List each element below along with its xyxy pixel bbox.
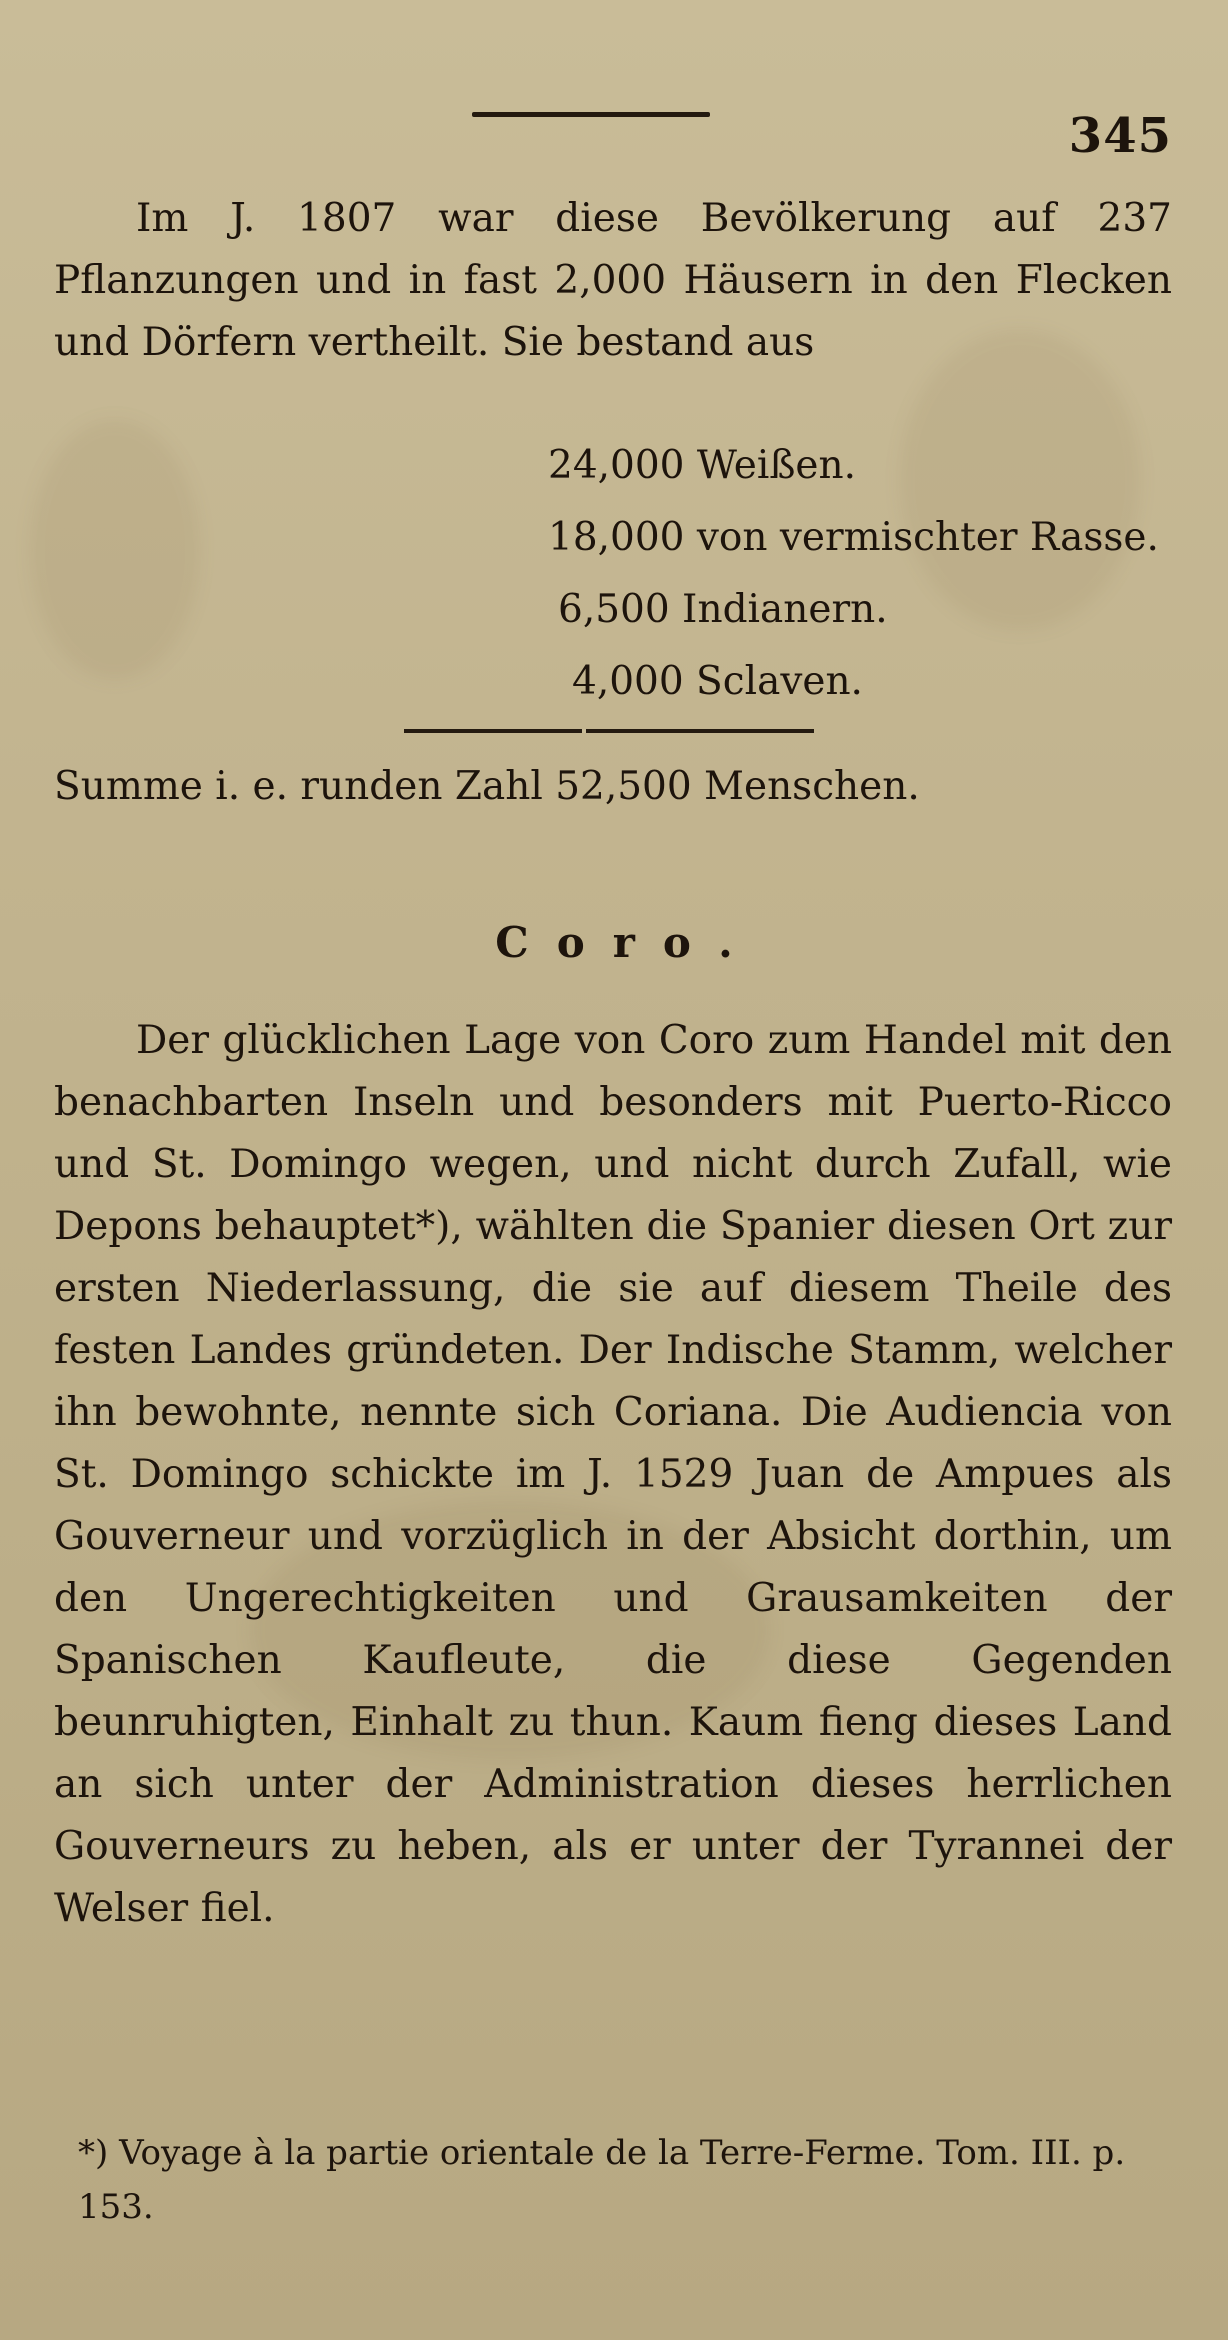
sum-rule [404, 729, 814, 733]
header-rule [472, 112, 710, 117]
population-list-item: 18,000 von vermischter Rasse. [548, 515, 1159, 560]
population-list-item: 4,000 Sclaven. [572, 659, 863, 704]
sum-line: Summe i. e. runden Zahl 52,500 Menschen. [54, 764, 920, 809]
footnote: *) Voyage à la partie orientale de la Terre-Ferme. Tom. III. p. 153. [78, 2133, 1126, 2227]
page-number: 345 [1068, 108, 1172, 164]
intro-paragraph: Im J. 1807 war diese Bevölkerung auf 237 Pflanzungen und in fast 2,000 Häusern in den Flecken und Dörfern vertheilt. Sie bestand aus [54, 196, 1172, 365]
paper-stain [30, 420, 200, 680]
population-list [548, 430, 1159, 718]
section-heading: Coro. [495, 918, 761, 967]
population-list-item: 6,500 Indianern. [558, 587, 888, 632]
population-list-item: 24,000 Weißen. [548, 443, 856, 488]
section-body-paragraph: Der glücklichen Lage von Coro zum Handel mit den benachbarten Inseln und besonders mit Puerto-Ricco und St. Domingo wegen, und nicht durch Zufall, wie Depons behauptet*), wählten die Spanier diesen Ort zur ersten Niederlassung, die sie auf diesem Theile des festen Landes gründeten. Der Indische Stamm, welcher ihn bewohnte, nennte sich Coriana. Die Audiencia von St. Domingo schickte im J. 1529 Juan de Ampues als Gouverneur und vorzüglich in der Absicht dorthin, um den Ungerechtigkeiten und Grausamkeiten der Spanischen Kaufleute, die diese Gegenden beunruhigten, Einhalt zu thun. Kaum fieng dieses Land an sich unter der Administration dieses herrlichen Gouverneurs zu heben, als er unter der Tyrannei der Welser fiel. [54, 1018, 1172, 1931]
